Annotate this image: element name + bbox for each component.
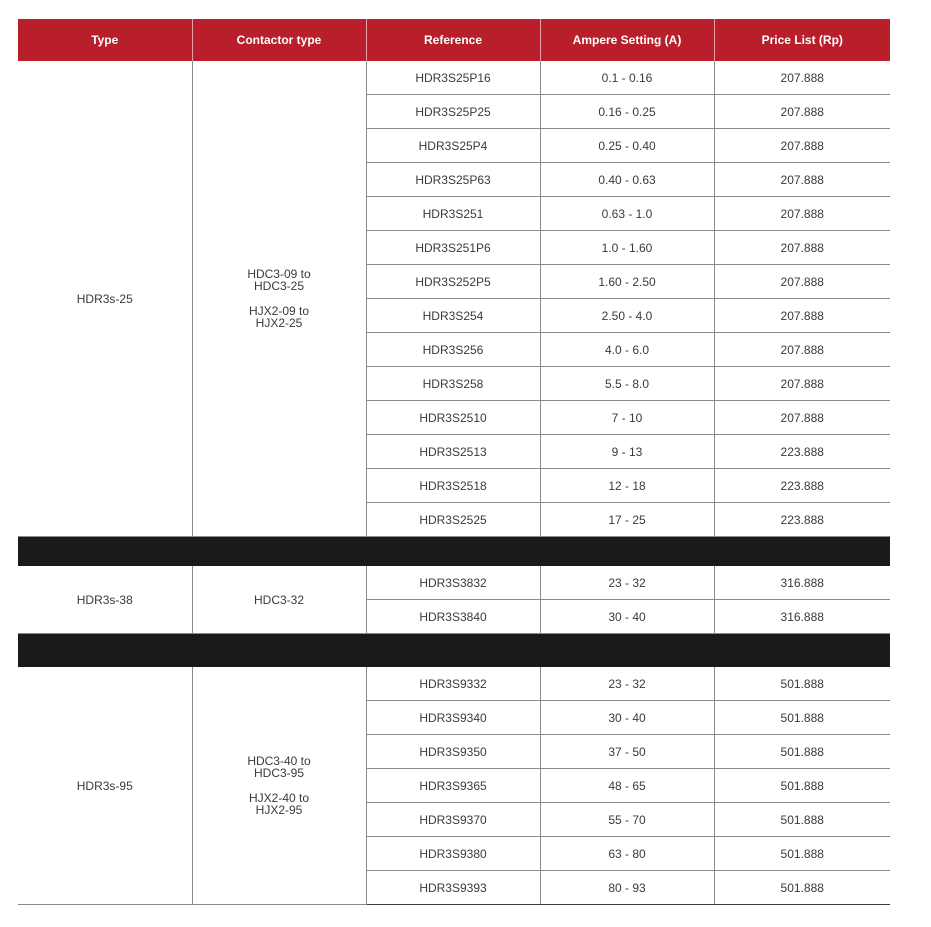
contactor-type-line: HJX2-25: [255, 316, 303, 330]
ampere-setting-cell: 1.60 - 2.50: [540, 265, 714, 299]
ampere-setting-cell: 55 - 70: [540, 803, 714, 837]
price-cell: 501.888: [714, 803, 890, 837]
reference-cell: HDR3S9380: [366, 837, 540, 871]
ampere-setting-cell: 12 - 18: [540, 469, 714, 503]
contactor-type-line: HJX2-09 to: [248, 304, 310, 318]
price-cell: 223.888: [714, 435, 890, 469]
ampere-setting-cell: 1.0 - 1.60: [540, 231, 714, 265]
ampere-setting-cell: 7 - 10: [540, 401, 714, 435]
contactor-type-cell: [192, 667, 366, 905]
reference-cell: HDR3S9332: [366, 667, 540, 701]
ampere-setting-cell: 5.5 - 8.0: [540, 367, 714, 401]
price-cell: 207.888: [714, 367, 890, 401]
price-cell: 207.888: [714, 163, 890, 197]
price-cell: 207.888: [714, 129, 890, 163]
price-cell: 207.888: [714, 61, 890, 95]
type-cell: HDR3s-95: [18, 667, 192, 905]
type-cell: HDR3s-25: [18, 61, 192, 537]
reference-cell: HDR3S9365: [366, 769, 540, 803]
ampere-setting-cell: 63 - 80: [540, 837, 714, 871]
reference-cell: HDR3S9370: [366, 803, 540, 837]
contactor-type-line: HJX2-40 to: [248, 791, 310, 805]
price-cell: 207.888: [714, 197, 890, 231]
table-header-row: [18, 19, 890, 61]
reference-cell: HDR3S25P16: [366, 61, 540, 95]
contactor-type-line: HDC3-32: [253, 592, 304, 607]
reference-cell: HDR3S258: [366, 367, 540, 401]
ampere-setting-cell: 2.50 - 4.0: [540, 299, 714, 333]
price-cell: 501.888: [714, 701, 890, 735]
reference-cell: HDR3S25P63: [366, 163, 540, 197]
ampere-setting-cell: 0.16 - 0.25: [540, 95, 714, 129]
contactor-type-cell: [192, 566, 366, 634]
header-ampere-setting: Ampere Setting (A): [540, 19, 714, 61]
price-cell: 207.888: [714, 231, 890, 265]
reference-cell: HDR3S2518: [366, 469, 540, 503]
ampere-setting-cell: 0.40 - 0.63: [540, 163, 714, 197]
contactor-type-lines: [193, 755, 366, 816]
price-list-table: [18, 19, 890, 905]
reference-cell: HDR3S251P6: [366, 231, 540, 265]
reference-cell: HDR3S9340: [366, 701, 540, 735]
price-cell: 207.888: [714, 95, 890, 129]
ampere-setting-cell: 80 - 93: [540, 871, 714, 905]
contactor-type-line: HDC3-40 to: [247, 754, 311, 768]
price-cell: 223.888: [714, 503, 890, 537]
table-row: [18, 61, 890, 95]
table-body: [18, 61, 890, 905]
ampere-setting-cell: 23 - 32: [540, 566, 714, 600]
reference-cell: HDR3S256: [366, 333, 540, 367]
price-cell: 207.888: [714, 401, 890, 435]
reference-cell: HDR3S3832: [366, 566, 540, 600]
price-cell: 501.888: [714, 769, 890, 803]
contactor-type-line: HDC3-25: [253, 279, 304, 293]
header-contactor-type: Contactor type: [192, 19, 366, 61]
contactor-type-lines: [193, 594, 366, 606]
reference-cell: HDR3S9350: [366, 735, 540, 769]
contactor-type-cell: [192, 61, 366, 537]
reference-cell: HDR3S2525: [366, 503, 540, 537]
ampere-setting-cell: 0.63 - 1.0: [540, 197, 714, 231]
price-cell: 316.888: [714, 600, 890, 634]
ampere-setting-cell: 48 - 65: [540, 769, 714, 803]
group-separator: [18, 537, 890, 567]
ampere-setting-cell: 23 - 32: [540, 667, 714, 701]
ampere-setting-cell: 0.1 - 0.16: [540, 61, 714, 95]
contactor-type-line: HJX2-95: [255, 803, 303, 817]
price-cell: 316.888: [714, 566, 890, 600]
table-row: [18, 667, 890, 701]
price-cell: 501.888: [714, 837, 890, 871]
price-cell: 207.888: [714, 333, 890, 367]
reference-cell: HDR3S3840: [366, 600, 540, 634]
type-cell: HDR3s-38: [18, 566, 192, 634]
reference-cell: HDR3S9393: [366, 871, 540, 905]
header-price-list: Price List (Rp): [714, 19, 890, 61]
ampere-setting-cell: 37 - 50: [540, 735, 714, 769]
reference-cell: HDR3S25P25: [366, 95, 540, 129]
price-cell: 501.888: [714, 667, 890, 701]
reference-cell: HDR3S2510: [366, 401, 540, 435]
separator-bar: [18, 537, 890, 567]
reference-cell: HDR3S251: [366, 197, 540, 231]
price-cell: 207.888: [714, 265, 890, 299]
price-cell: 501.888: [714, 735, 890, 769]
header-reference: Reference: [366, 19, 540, 61]
ampere-setting-cell: 0.25 - 0.40: [540, 129, 714, 163]
ampere-setting-cell: 17 - 25: [540, 503, 714, 537]
separator-bar: [18, 634, 890, 668]
ampere-setting-cell: 9 - 13: [540, 435, 714, 469]
ampere-setting-cell: 4.0 - 6.0: [540, 333, 714, 367]
price-cell: 501.888: [714, 871, 890, 905]
reference-cell: HDR3S25P4: [366, 129, 540, 163]
header-type: Type: [18, 19, 192, 61]
table-row: [18, 566, 890, 600]
reference-cell: HDR3S2513: [366, 435, 540, 469]
ampere-setting-cell: 30 - 40: [540, 701, 714, 735]
contactor-type-line: HDC3-95: [253, 766, 304, 780]
contactor-type-lines: [193, 268, 366, 329]
contactor-type-line: HDC3-09 to: [247, 267, 311, 281]
price-cell: 223.888: [714, 469, 890, 503]
reference-cell: HDR3S252P5: [366, 265, 540, 299]
group-separator: [18, 634, 890, 668]
ampere-setting-cell: 30 - 40: [540, 600, 714, 634]
price-cell: 207.888: [714, 299, 890, 333]
reference-cell: HDR3S254: [366, 299, 540, 333]
